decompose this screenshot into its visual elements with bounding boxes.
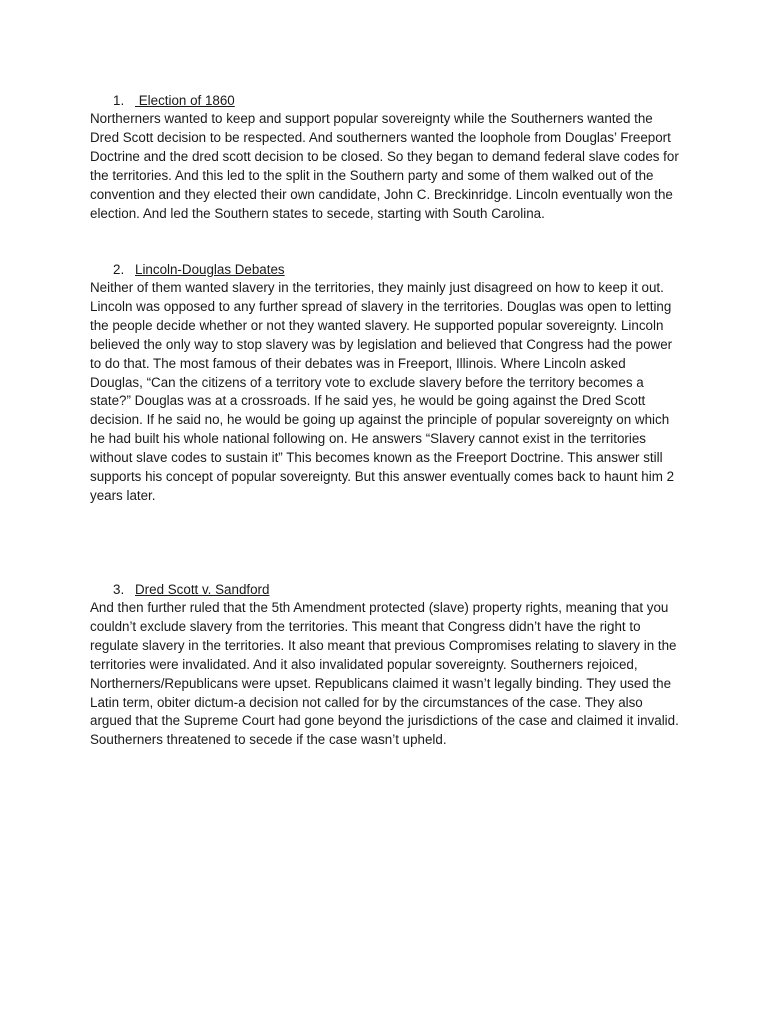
section-number: 2.: [113, 262, 125, 277]
section-dred-scott-v-sandford: [90, 580, 680, 750]
section-heading: [90, 580, 680, 599]
section-lincoln-douglas-debates: [90, 260, 680, 506]
section-body: Neither of them wanted slavery in the territories, they mainly just disagreed on how to keep it out. Lincoln was opposed to any further spread of slavery in the territories. Douglas was open to letting the people decide whether or not they wanted slavery. He supported popular sovereignty. Lincoln believed the only way to stop slavery was by legislation and believed that Congress had the power to do that. The most famous of their debates was in Freeport, Illinois. Where Lincoln asked Douglas, “Can the citizens of a territory vote to exclude slavery before the territory becomes a state?” Douglas was at a crossroads. If he said yes, he would be going against the Dred Scott decision. If he said no, he would be going up against the principle of popular sovereignty on which he had built his whole national following on. He answers “Slavery cannot exist in the territories without slave codes to sustain it” This becomes known as the Freeport Doctrine. This answer still supports his concept of popular sovereignty. But this answer eventually comes back to haunt him 2 years later.: [90, 280, 675, 503]
section-title: Election of 1860: [135, 93, 235, 108]
section-body: And then further ruled that the 5th Amendment protected (slave) property rights, meaning that you couldn’t exclude slavery from the territories. This meant that Congress didn’t have the right to regulate slavery in the territories. It also meant that previous Compromises relating to slavery in the territories were invalidated. And it also invalidated popular sovereignty. Southerners rejoiced, Northerners/Republicans were upset. Republicans claimed it wasn’t legally binding. They used the Latin term, obiter dictum-a decision not called for by the circumstances of the case. They also argued that the Supreme Court had gone beyond the jurisdictions of the case and claimed it invalid. Southerners threatened to secede if the case wasn’t upheld.: [90, 600, 679, 748]
section-title: Lincoln-Douglas Debates: [135, 262, 285, 277]
section-heading: [90, 260, 680, 279]
section-election-1860: [90, 91, 680, 223]
section-body: Northerners wanted to keep and support popular sovereignty while the Southerners wanted the Dred Scott decision to be respected. And southerners wanted the loophole from Douglas’ Freeport Doctrine and the dred scott decision to be closed. So they began to demand federal slave codes for the territories. And this led to the split in the Southern party and some of them walked out of the convention and they elected their own candidate, John C. Breckinridge. Lincoln eventually won the election. And led the Southern states to secede, starting with South Carolina.: [90, 111, 679, 221]
section-title: Dred Scott v. Sandford: [135, 582, 270, 597]
section-heading: [90, 91, 680, 110]
section-number: 1.: [113, 93, 125, 108]
section-number: 3.: [113, 582, 125, 597]
